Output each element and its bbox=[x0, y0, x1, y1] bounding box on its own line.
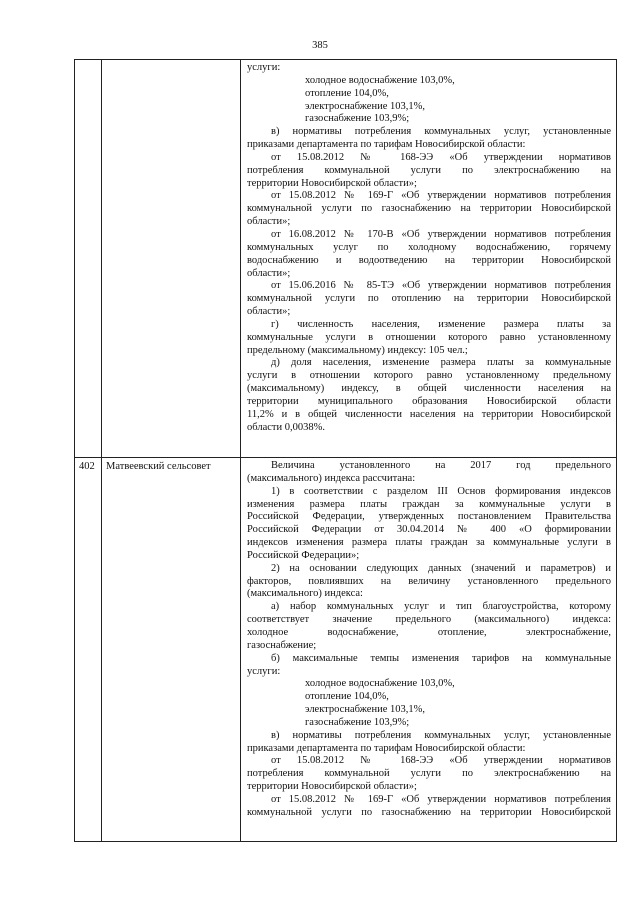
text-line: от 15.08.2012 № 168-ЭЭ «Об утверждении нормативов bbox=[271, 151, 611, 163]
text-line: территории Новосибирской области»; bbox=[247, 781, 417, 793]
row-number-cell: 402 bbox=[75, 458, 102, 842]
table-row bbox=[75, 458, 617, 842]
table-row bbox=[75, 60, 617, 458]
text-line: в) нормативы потребления коммунальных услуг, установленные bbox=[271, 126, 611, 138]
text-line: газоснабжение; bbox=[247, 639, 317, 651]
row-content-cell bbox=[241, 60, 617, 458]
row-number-cell bbox=[75, 60, 102, 458]
text-line: холодное водоснабжение 103,0%, bbox=[305, 74, 455, 86]
text-line: предельному (максимальному) индексу: 105 чел.; bbox=[247, 344, 468, 356]
text-line: области»; bbox=[247, 216, 291, 228]
municipality-name-cell: Матвеевский сельсовет bbox=[102, 458, 241, 842]
text-line: газоснабжение 103,9%; bbox=[305, 716, 410, 728]
text-line: приказами департамента по тарифам Новосибирской области: bbox=[247, 139, 526, 151]
text-line: Российской Федерации»; bbox=[247, 549, 360, 561]
document-table bbox=[74, 59, 617, 842]
text-line: приказами департамента по тарифам Новосибирской области: bbox=[247, 742, 526, 754]
text-line: (максимального) индекса рассчитана: bbox=[247, 472, 416, 484]
text-line: в) нормативы потребления коммунальных услуг, установленные bbox=[271, 729, 611, 741]
text-line: коммунальной услуги по газоснабжению на территории Новосибирской bbox=[247, 806, 611, 818]
text-line: коммунальной услуги по отоплению на территории Новосибирской bbox=[247, 293, 611, 305]
text-line: б) максимальные темпы изменения тарифов на коммунальные bbox=[271, 652, 611, 664]
text-line: холодное водоснабжение 103,0%, bbox=[305, 678, 455, 690]
text-line: отопление 104,0%, bbox=[305, 691, 389, 703]
text-line: услуги: bbox=[247, 665, 281, 677]
text-line: услуги в отношении которого равно установленному предельному bbox=[247, 370, 611, 382]
text-line: Величина установленного на 2017 год предельного bbox=[271, 460, 611, 471]
text-line: водоснабжению и водоотведению на территории Новосибирской bbox=[247, 254, 611, 266]
municipality-name-cell bbox=[102, 60, 241, 458]
text-line: от 15.08.2012 № 169-Г «Об утверждении нормативов потребления bbox=[271, 190, 611, 202]
text-line: отопление 104,0%, bbox=[305, 87, 389, 99]
text-line: 2) на основании следующих данных (значений и параметров) и bbox=[271, 562, 611, 574]
text-line: области»; bbox=[247, 306, 291, 318]
text-line: коммунальной услуги по газоснабжению на территории Новосибирской bbox=[247, 203, 611, 215]
text-line: области»; bbox=[247, 267, 291, 279]
text-line: 1) в соответствии с разделом III Основ формирования индексов bbox=[271, 485, 611, 497]
text-line: 11,2% и в общей численности населения на территории Новосибирской bbox=[247, 408, 611, 420]
text-line: территории муниципального образования Новосибирской области bbox=[247, 395, 611, 407]
text-line: от 16.08.2012 № 170-В «Об утверждении нормативов потребления bbox=[271, 228, 611, 240]
text-line: индексов изменения размера платы граждан за коммунальные услуги в bbox=[247, 537, 611, 549]
text-line: д) доля населения, изменение размера платы за коммунальные bbox=[271, 357, 611, 369]
page-number: 385 bbox=[312, 40, 328, 51]
text-line: факторов, повлиявших на величину установленного предельного bbox=[247, 575, 611, 587]
text-line: соответствует значение предельного (максимального) индекса: bbox=[247, 614, 611, 626]
text-line: области 0,0038%. bbox=[247, 421, 325, 433]
text-line: (максимальному) индексу, в общей численности населения на bbox=[247, 383, 611, 395]
text-line: г) численность населения, изменение размера платы за bbox=[271, 318, 611, 330]
text-line: Российской Федерации, утвержденных постановлением Правительства bbox=[247, 511, 611, 523]
text-line: Российской Федерации от 30.04.2014 № 400 «О формировании bbox=[247, 524, 611, 536]
text-line: территории Новосибирской области»; bbox=[247, 177, 417, 189]
text-line: холодное водоснабжение, отопление, электроснабжение, bbox=[247, 626, 611, 638]
text-line: электроснабжение 103,1%, bbox=[305, 100, 425, 112]
text-line: коммунальных услуг по холодному водоснабжению, горячему bbox=[247, 241, 611, 253]
text-line: (максимального) индекса: bbox=[247, 588, 363, 600]
text-line: коммунальные услуги в отношении которого равно установленному bbox=[247, 331, 611, 343]
text-line: изменения размера платы граждан за коммунальные услуги в bbox=[247, 498, 611, 510]
row-content-cell bbox=[241, 458, 617, 842]
text-line: от 15.08.2012 № 169-Г «Об утверждении нормативов потребления bbox=[271, 793, 611, 805]
text-line: потребления коммунальной услуги по электроснабжению на bbox=[247, 768, 611, 780]
text-line: от 15.06.2016 № 85-ТЭ «Об утверждении нормативов потребления bbox=[271, 280, 611, 292]
text-line: потребления коммунальной услуги по электроснабжению на bbox=[247, 164, 611, 176]
text-line: услуги: bbox=[247, 62, 281, 73]
text-line: газоснабжение 103,9%; bbox=[305, 113, 410, 125]
text-line: а) набор коммунальных услуг и тип благоустройства, которому bbox=[271, 601, 611, 613]
text-line: от 15.08.2012 № 168-ЭЭ «Об утверждении нормативов bbox=[271, 755, 611, 767]
text-line: электроснабжение 103,1%, bbox=[305, 704, 425, 716]
